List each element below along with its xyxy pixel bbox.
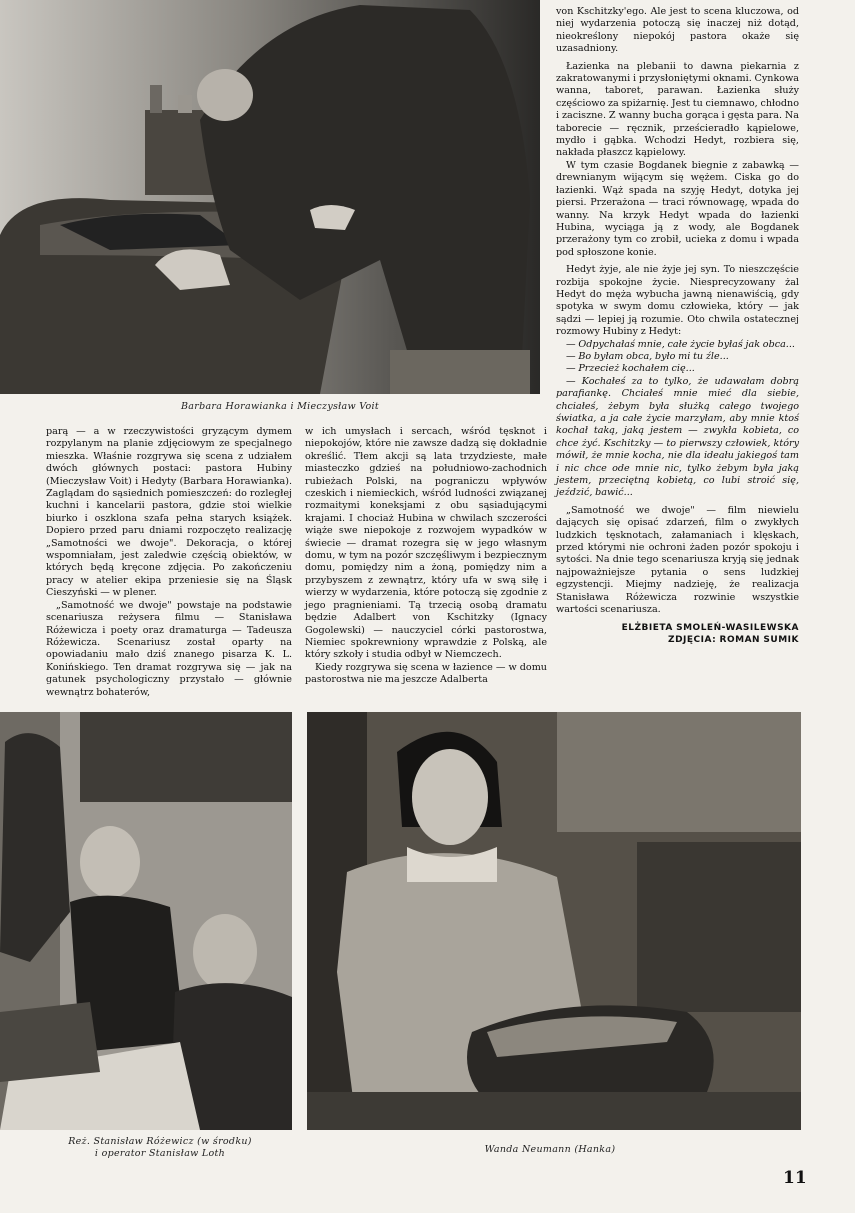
dialogue-line: — Kochałeś za to tylko, że udawałam dobrą parafiankę. Chciałeś mnie mieć dla siebie, chciałeś, żebym była służką całego twojego światka, a ja całe życie marzyłam, aby mnie ktoś kochał taką, jaką jestem — zwykła kobieta, co chce żyć. Kschitzky — to pierwszy człowiek, który mówił, że mnie kocha, nie dla ideału jakiegoś tam i nic chce ode mnie nic, tylko żebym była jaką jestem, przeciętną kobietą, co lubi stroić się, jeździć, bawić... (556, 375, 799, 499)
page-number: 11 (783, 1168, 807, 1188)
caption-bottom-left-photo (40, 1136, 280, 1160)
article-column-3 (556, 6, 799, 684)
caption-line: Reż. Stanisław Różewicz (w środku) (68, 1136, 252, 1147)
paragraph: w ich umysłach i sercach, wśród tęsknot i niepokojów, które nie zawsze dadzą się dokładnie określić. Tłem akcji są lata trzydzieste, małe miasteczko gdzieś na południowo-zachodnich rubieżach Polski, na pograniczu wpływów czeskich i niemieckich, wśród ludności związanej rozmaitymi koneksjami z obu sąsiadującymi krajami. I chociaż Hubina w chwilach szczerości wiąże swe niepokoje z rozwojem wypadków w świecie — dramat rozegra się w jego własnym domu, w tym na pozór szczęśliwym i bezpiecznym domu, pomiędzy nim a żoną, pomiędzy nim a przybyszem z zewnątrz, który ufa w swą siłę i wierzy w wydarzenia, które potoczą się zgodnie z jego pragnieniami. Tą trzecią osobą dramatu będzie Adalbert von Kschitzky (Ignacy Gogolewski) — nauczyciel córki pastorostwa, Niemiec spokrewniony wprawdzie z Polską, ale który szkoły i studia odbył w Niemczech. (305, 426, 547, 661)
photo-bathroom-scene (0, 0, 540, 394)
paragraph: parą — a w rzeczywistości gryzącym dymem rozpylanym na planie zdjęciowym ze specjalnego mieszka. Właśnie rozgrywa się scena z udziałem dwóch głównych postaci: pastora Hubiny (Mieczysław Voit) i Hedyty (Barbara Horawianka). Zaglądam do sąsiednich pomieszczeń: do rozległej kuchni i kancelarii pastora, gdzie stoi wielkie biurko i oszklona szafa pełna starych książek. Dopiero przed paru dniami rozpoczęto realizację „Samotności we dwoje". Dekoracja, o której wspomniałam, jest zaledwie częścią obiektów, w których będą kręcone zdjęcia. Po zakończeniu pracy w atelier ekipa przeniesie się na Śląsk Cieszyński — w plener. (46, 426, 292, 599)
paragraph: „Samotność we dwoje" — film niewielu dających się opisać zdarzeń, film o zwykłych ludzkich tęsknotach, załamaniach i klęskach, przed którymi nie ochroni żaden pozór spokoju i sytości. Na dnie tego scenariusza kryją się jednak najpoważniejsze pytania o sens ludzkiej egzystencji. Miejmy nadzieję, że realizacja Stanisława Różewicza rozwinie wszystkie wartości scenariusza. (556, 504, 799, 616)
article-column-2 (305, 426, 547, 684)
dialogue-line: — Odpychałaś mnie, całe życie byłaś jak obca... (566, 338, 795, 350)
dialogue-line: — Bo byłam obca, było mi tu źle... (566, 350, 729, 362)
caption-line: i operator Stanisław Loth (94, 1148, 226, 1159)
article-column-1 (46, 426, 292, 698)
paragraph: Kiedy rozgrywa się scena w łazience — w domu pastorostwa nie ma jeszcze Adalberta (305, 661, 547, 686)
paragraph: W tym czasie Bogdanek biegnie z zabawką — drewnianym wijącym się wężem. Ciska go do łazienki. Wąż spada na szyję Hedyt, dotyka jej piersi. Przerażona — traci równowagę, wpada do wanny. Na krzyk Hedyt wpada do łazienki Hubina, wyciąga ją z wody, ale Bogdanek przerażony tym co zrobił, ucieka z domu i wpada pod spłoszone konie. (556, 159, 799, 258)
paragraph: von Kschitzky'ego. Ale jest to scena kluczowa, od niej wydarzenia potoczą się inaczej niż dotąd, nieokreślony niepokój pastora okaże się uzasadniony. (556, 6, 799, 55)
paragraph: „Samotność we dwoje" powstaje na podstawie scenariusza reżysera filmu — Stanisława Różewicza i poety oraz dramaturga — Tadeusza Różewicza. Scenariusz został oparty na opowiadaniu mało dziś znanego pisarza K. L. Konińskiego. Ten dramat rozgrywa się — jak na gatunek psychologiczny przystało — głównie wewnątrz bohaterów, (46, 599, 292, 698)
paragraph: Łazienka na plebanii to dawna piekarnia z zakratowanymi i przysłoniętymi oknami. Cynkowa wanna, taboret, parawan. Łazienka służy częściowo za spiżarnię. Jest tu ciemnawo, chłodno i zaciszne. Z wanny bucha gorąca i gęsta para. Na taborecie — ręcznik, prześcieradło kąpielowe, mydło i gąbka. Wchodzi Hedyt, rozbiera się, nakłada płaszcz kąpielowy. (556, 60, 799, 159)
caption-bottom-right-photo: Wanda Neumann (Hanka) (484, 1144, 616, 1155)
photo-director-and-operator (0, 712, 292, 1130)
photo-wanda-neumann (307, 712, 801, 1130)
caption-top-photo: Barbara Horawianka i Mieczysław Voit (180, 401, 380, 412)
byline-author: ELŻBIETA SMOLEŃ-WASILEWSKA (621, 622, 799, 633)
paragraph: Hedyt żyje, ale nie żyje jej syn. To nieszczęście rozbija spokojne życie. Niesprecyzowany żal Hedyt do męża wybucha jawną nienawiścią, gdy spotyka w swym domu człowieka, który — jak sądzi — lepiej ją rozumie. Oto chwila ostatecznej rozmowy Hubiny z Hedyt: (556, 264, 799, 338)
byline-photos: ZDJĘCIA: ROMAN SUMIK (668, 634, 799, 645)
dialogue-line: — Przecież kochałem cię... (566, 363, 695, 375)
